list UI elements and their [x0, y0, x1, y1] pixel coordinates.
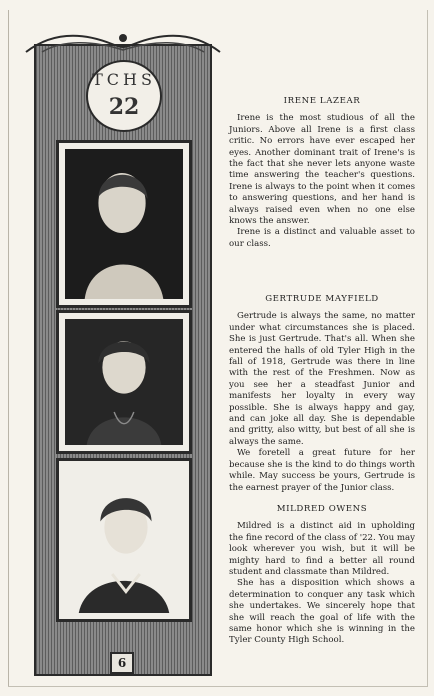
portrait-photo-irene: [65, 149, 183, 299]
bio-paragraph: Gertrude is always the same, no matter under what circumstances she is placed. She is just Gertrude. That's all. When she entered the halls of old Tyler High in the fall of 1918, Gertrude was there in line with the rest of the Freshmen. Now as you see her a steadfast Junior and manifests her loyalty in every way possible. She is always happy and gay, and can joke all day. She is dependable and gritty, also witty, but best of all she is always the same.: [229, 311, 415, 447]
bio-paragraph: We foretell a great future for her because she is the kind to do things worth while. May success be yours, Gertrude is the earnest prayer of the Junior class.: [229, 448, 415, 493]
portrait-frame-gertrude: [56, 310, 192, 454]
bio-paragraph: She has a disposition which shows a determination to conquer any task which she undertakes. We sincerely hope that she will reach the goal of life with the same honor which she is winning in the Tyler County High School.: [229, 578, 415, 646]
page-rule-right: [427, 10, 428, 686]
bio-paragraph: Mildred is a distinct aid in upholding the fine record of the class of '22. You may look wherever you wish, but it will be mighty hard to find a better all round student and classmate than Mildred.: [229, 521, 415, 578]
portrait-frame-irene: [56, 140, 192, 308]
bio-paragraph: Irene is a distinct and valuable asset to our class.: [229, 227, 415, 249]
seal-initials: TCHS: [92, 70, 156, 89]
student-name: MILDRED OWENS: [276, 504, 368, 514]
portrait-frame-mildred: [56, 458, 192, 622]
seal-year: 22: [108, 94, 140, 120]
bio-mildred: [229, 504, 415, 647]
page-rule-bottom: [8, 686, 428, 687]
school-seal: [86, 60, 162, 132]
portrait-photo-mildred: [65, 467, 183, 613]
bio-gertrude: [229, 294, 415, 494]
page-rule-left: [8, 10, 9, 686]
portrait-photo-gertrude: [65, 319, 183, 445]
student-name: GERTRUDE MAYFIELD: [265, 294, 379, 304]
bio-irene: [229, 96, 415, 250]
page-number-badge: 6: [110, 652, 134, 674]
scroll-ornament-icon: [22, 30, 224, 56]
bio-paragraph: Irene is the most studious of all the Juniors. Above all Irene is a first class critic. No errors have ever escaped her eyes. Another dominant trait of Irene's is the fact that she never lets anyone waste time answering the teacher's questions. Irene is always to the point when it comes to answering questions, and her hand is always raised even when no one else knows the answer.: [229, 113, 415, 227]
student-name: IRENE LAZEAR: [283, 96, 361, 106]
